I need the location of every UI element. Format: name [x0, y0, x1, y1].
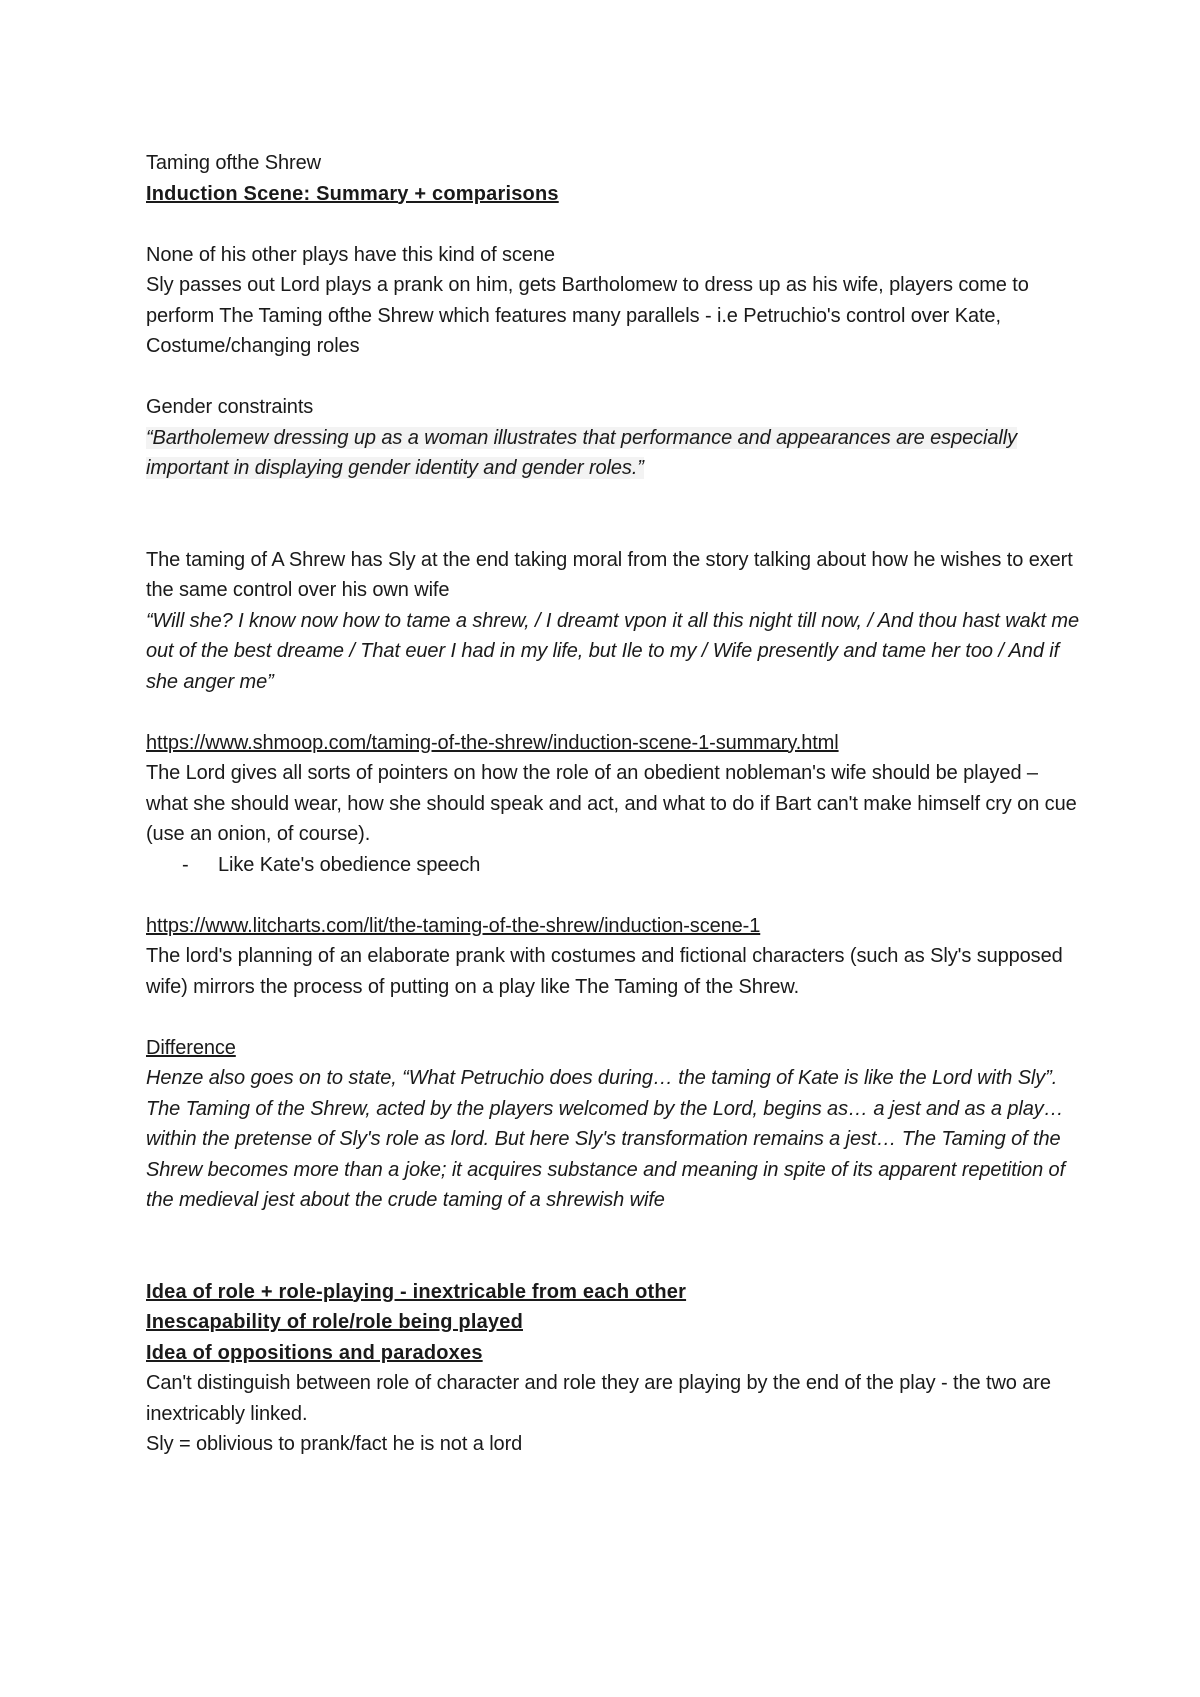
gender-constraints-label: Gender constraints: [146, 396, 314, 418]
gender-quote-paragraph: [146, 423, 1081, 484]
shmoop-link[interactable]: https://www.shmoop.com/taming-of-the-shrew/induction-scene-1-summary.html: [146, 731, 839, 754]
spacer: [146, 880, 1081, 911]
section-heading-inescapability: Inescapability of role/role being played: [146, 1311, 523, 1333]
a-shrew-quote: “Will she? I know now how to tame a shrew, / I dreamt vpon it all this night till now, / And thou hast wakt me out of the best dreame / That euer I had in my life, but Ile to my / Wife presently and tame her too / And if she anger me”: [146, 609, 1079, 693]
paragraph-litcharts: The lord's planning of an elaborate prank with costumes and fictional characters (such as Sly's supposed wife) mirrors the process of putting on a play like The Taming of the Shrew.: [146, 945, 1063, 998]
section-heading-oppositions: Idea of oppositions and paradoxes: [146, 1341, 483, 1364]
spacer: [146, 697, 1081, 728]
spacer: [146, 1216, 1081, 1277]
gender-quote: “Bartholemew dressing up as a woman illustrates that performance and appearances are especially important in displaying gender identity and gender roles.”: [146, 426, 1017, 479]
spacer: [146, 209, 1081, 240]
paragraph-no-other-plays: None of his other plays have this kind of scene: [146, 243, 555, 266]
paragraph-distinguish: Can't distinguish between role of character and role they are playing by the end of the play - the two are inextricably linked.: [146, 1372, 1051, 1425]
document-title: Taming ofthe Shrew: [146, 152, 321, 174]
taming-quote: The Taming of the Shrew, acted by the players welcomed by the Lord, begins as… a jest and as a play… within the pretense of Sly's role as lord. But here Sly's transformation remains a jest… The Taming of the Shrew becomes more than a joke; it acquires substance and meaning in spite of its apparent repetition of the medieval jest about the crude taming of a shrewish wife: [146, 1097, 1066, 1211]
bullet-text: Like Kate's obedience speech: [218, 853, 481, 876]
paragraph-sly-oblivious: Sly = oblivious to prank/fact he is not a lord: [146, 1433, 523, 1455]
spacer: [146, 1002, 1081, 1033]
paragraph-shmoop: The Lord gives all sorts of pointers on how the role of an obedient nobleman's wife should be played – what she should wear, how she should speak and act, and what to do if Bart can't make himself cry on cue (use an onion, of course).: [146, 762, 1077, 845]
shmoop-link-paragraph: [146, 728, 1081, 759]
litcharts-link[interactable]: https://www.litcharts.com/lit/the-taming-of-the-shrew/induction-scene-1: [146, 914, 761, 937]
spacer: [146, 484, 1081, 545]
paragraph-a-shrew: The taming of A Shrew has Sly at the end taking moral from the story talking about how he wishes to exert the same control over his own wife: [146, 548, 1073, 601]
list-item: [146, 850, 1081, 881]
paragraph-sly-summary: Sly passes out Lord plays a prank on him, gets Bartholomew to dress up as his wife, players come to perform The Taming ofthe Shrew which features many parallels - i.e Petruchio's control over Kate, Costume/changing roles: [146, 274, 1029, 357]
bullet-dash: -: [182, 853, 189, 876]
section-heading-role-playing: Idea of role + role-playing - inextricable from each other: [146, 1280, 687, 1303]
section-heading-induction: Induction Scene: Summary + comparisons: [146, 182, 559, 205]
spacer: [146, 362, 1081, 393]
henze-quote: Henze also goes on to state, “What Petruchio does during… the taming of Kate is like the Lord with Sly”.: [146, 1067, 1058, 1089]
document-page: [146, 148, 1081, 1460]
difference-label-paragraph: [146, 1033, 1081, 1064]
litcharts-link-paragraph: [146, 911, 1081, 942]
difference-label: Difference: [146, 1036, 236, 1059]
